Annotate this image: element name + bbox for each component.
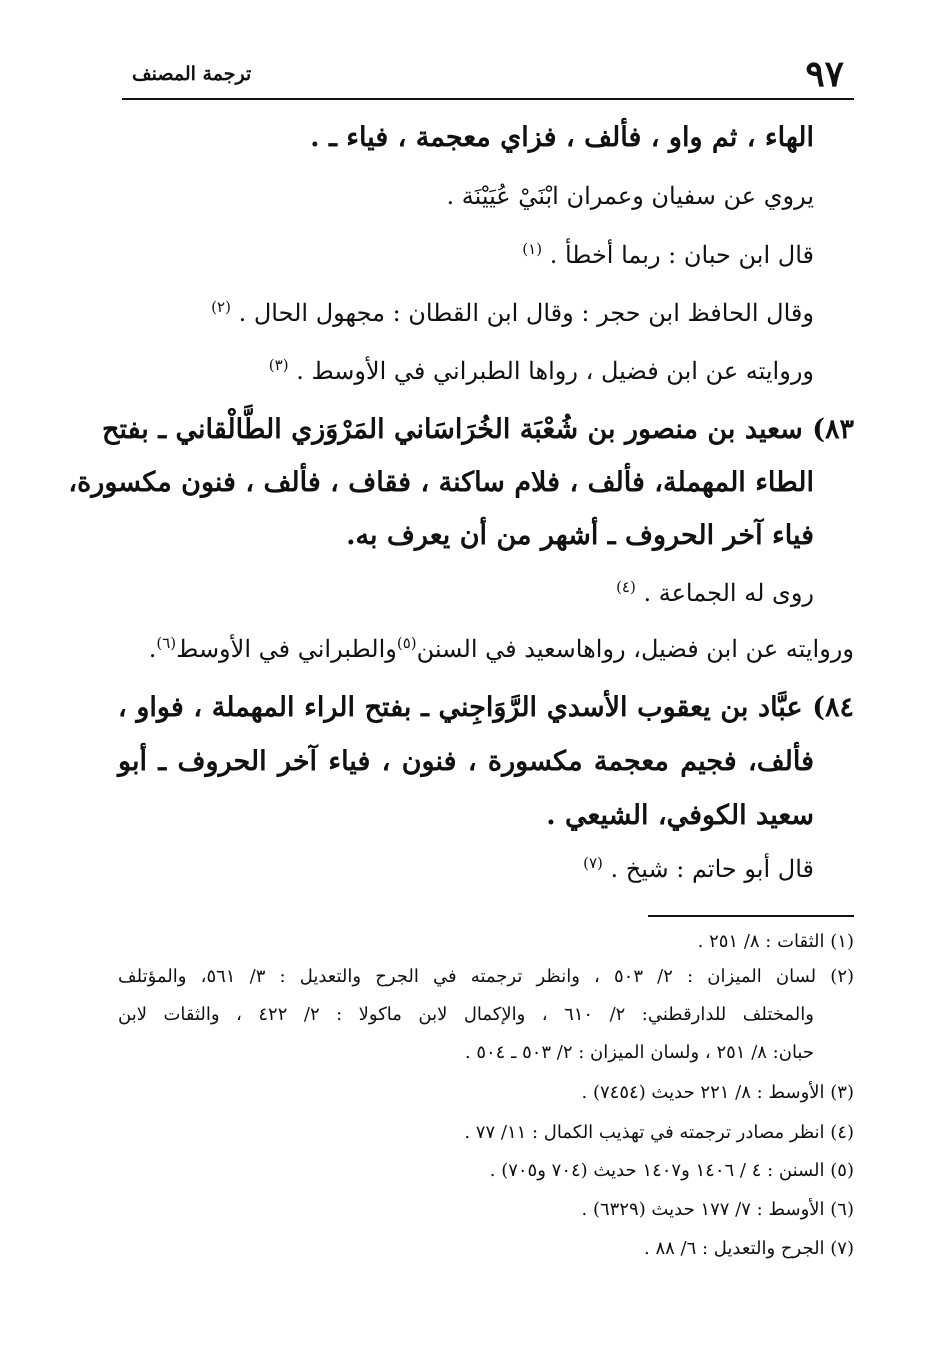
footnote: (١) الثقات : ٨/ ٢٥١ . <box>697 931 854 952</box>
footnote-ref: (١) <box>522 240 543 258</box>
running-title: ترجمة المصنف <box>132 63 252 85</box>
footnote: (٦) الأوسط : ٧/ ١٧٧ حديث (٦٣٢٩) . <box>581 1199 854 1220</box>
body-line: وروايته عن ابن فضيل، رواهاسعيد في السنن$^{(٥)}$والطبراني في الأوسط$^{(٦)}$. <box>148 634 854 663</box>
body-line: يروي عن سفيان وعمران ابْنَيْ عُيَيْنَة . <box>446 182 814 210</box>
body-line: وروايته عن ابن فضيل ، رواها الطبراني في الأوسط . $^{(٣)}$ <box>268 356 814 385</box>
footnote-continuation: والمختلف للدارقطني: ٢/ ٦١٠ ، والإكمال لابن ماكولا : ٢/ ٤٢٢ ، والثقات لابن <box>118 1004 814 1025</box>
body-line: روى له الجماعة . $^{(٤)}$ <box>616 578 814 607</box>
footnote: (٤) انظر مصادر ترجمته في تهذيب الكمال : ١١/ ٧٧ . <box>464 1122 854 1143</box>
body-line: وقال الحافظ ابن حجر : وقال ابن القطان : مجهول الحال . $^{(٢)}$ <box>211 298 814 327</box>
footnote-ref: (٥) <box>396 634 417 652</box>
body-line: الهاء ، ثم واو ، فألف ، فزاي معجمة ، فياء ـ . <box>310 122 814 153</box>
page-number: ٩٧ <box>805 53 844 95</box>
footnote-ref: (٧) <box>583 854 603 872</box>
footnote: (٥) السنن : ٤ / ١٤٠٦ و١٤٠٧ حديث (٧٠٤ و٧٠٥) . <box>489 1160 854 1181</box>
body-line: فألف، فجيم معجمة مكسورة ، فنون ، فياء آخر الحروف ـ أبو <box>118 746 814 777</box>
footnote: (٢) لسان الميزان : ٢/ ٥٠٣ ، وانظر ترجمته في الجرح والتعديل : ٣/ ٥٦١، والمؤتلف <box>118 966 855 987</box>
footnote-ref: (٢) <box>211 298 231 316</box>
entry-heading-83: ٨٣) سعيد بن منصور بن شُعْبَة الخُرَاسَاني المَرْوَزي الطَّالْقاني ـ بفتح <box>102 414 854 445</box>
body-line: الطاء المهملة، فألف ، فلام ساكنة ، فقاف ، فألف ، فنون مكسورة، <box>68 467 814 498</box>
body-line: قال أبو حاتم : شيخ . $^{(٧)}$ <box>583 854 814 883</box>
entry-heading-84: ٨٤) عبَّاد بن يعقوب الأسدي الرَّوَاجِني ـ بفتح الراء المهملة ، فواو ، <box>118 692 854 723</box>
running-header <box>122 52 854 96</box>
body-line: قال ابن حبان : ربما أخطأ . $^{(١)}$ <box>522 240 814 269</box>
header-rule <box>122 98 854 100</box>
footnote-continuation: حبان: ٨/ ٢٥١ ، ولسان الميزان : ٢/ ٥٠٣ ـ ٥٠٤ . <box>464 1042 814 1063</box>
body-line: فياء آخر الحروف ـ أشهر من أن يعرف به. <box>346 520 814 551</box>
footnote-ref: (٤) <box>616 578 636 596</box>
footnote-ref: (٣) <box>268 356 289 374</box>
footnote-ref: (٦) <box>156 634 177 652</box>
footnote: (٧) الجرح والتعديل : ٦/ ٨٨ . <box>644 1238 854 1259</box>
body-line: سعيد الكوفي، الشيعي . <box>546 800 814 831</box>
footnote: (٣) الأوسط : ٨/ ٢٢١ حديث (٧٤٥٤) . <box>581 1082 854 1103</box>
footnote-separator <box>648 915 854 917</box>
